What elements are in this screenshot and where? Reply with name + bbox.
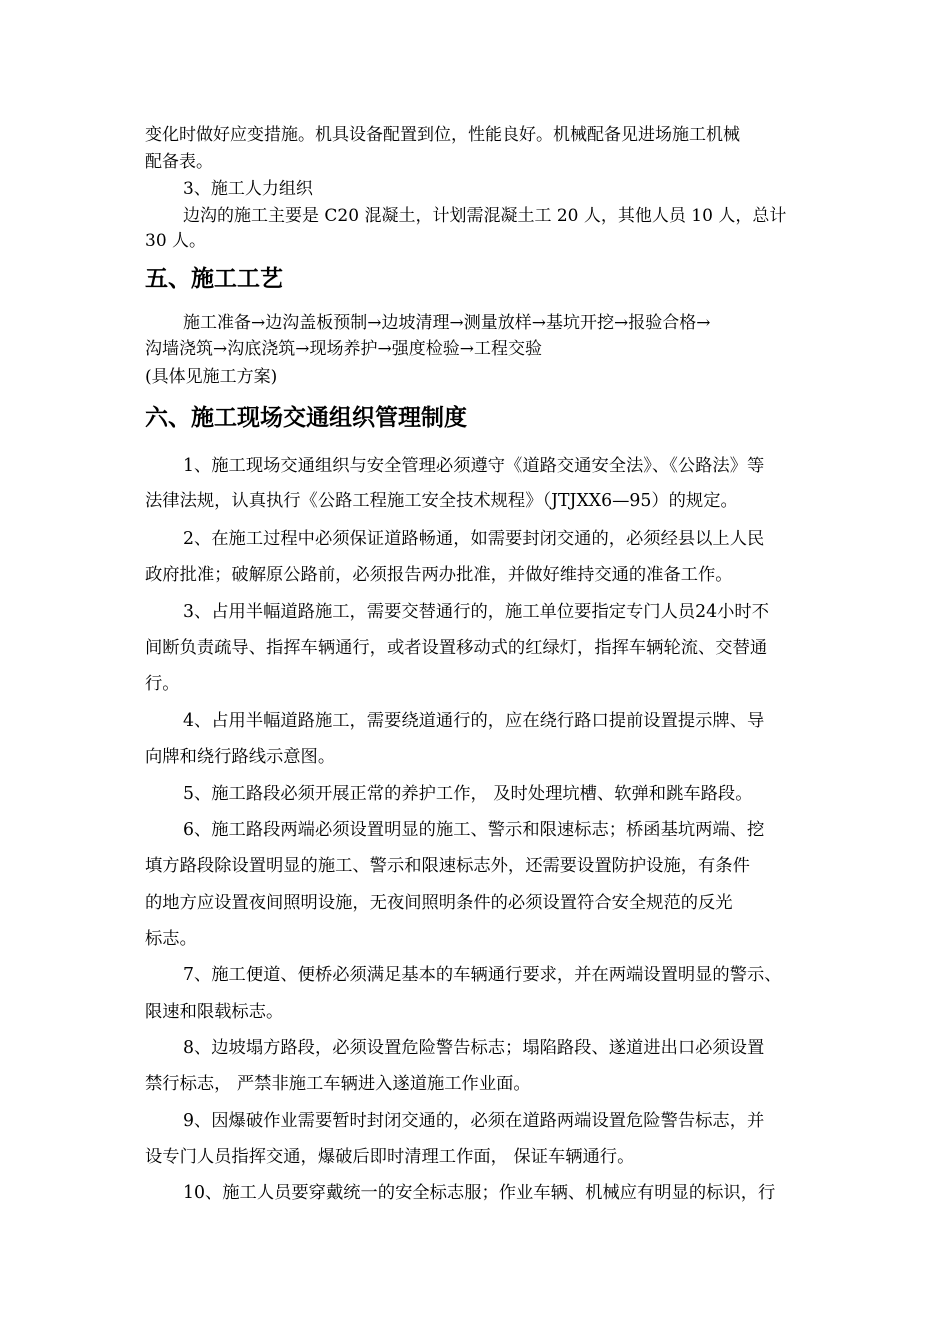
rule-line: 填方路段除设置明显的施工、警示和限速标志外，还需要设置防护设施，有条件: [145, 856, 750, 876]
rule-line: 的地方应设置夜间照明设施，无夜间照明条件的必须设置符合安全规范的反光: [145, 893, 733, 913]
rule-line: 9、因爆破作业需要暂时封闭交通的，必须在道路两端设置危险警告标志，并: [183, 1111, 765, 1131]
section-6-heading: 六、施工现场交通组织管理制度: [145, 405, 467, 431]
intro-line-3: 边沟的施工主要是 C20 混凝土，计划需混凝土工 20 人，其他人员 10 人，总计: [183, 206, 787, 226]
section-5-heading: 五、施工工艺: [145, 266, 283, 292]
rule-line: 禁行标志， 严禁非施工车辆进入遂道施工作业面。: [145, 1074, 531, 1094]
sub-heading-manpower: 3、施工人力组织: [183, 179, 313, 199]
rule-line: 1、施工现场交通组织与安全管理必须遵守《道路交通安全法》、《公路法》等: [183, 456, 765, 476]
rule-line: 限速和限载标志。: [145, 1002, 284, 1022]
section-5-line-3: (具体见施工方案): [145, 367, 278, 387]
rule-line: 标志。: [145, 929, 197, 949]
rule-line: 法律法规，认真执行《公路工程施工安全技术规程》（JTJXX6—95）的规定。: [145, 491, 738, 511]
rule-line: 4、占用半幅道路施工，需要绕道通行的，应在绕行路口提前设置提示牌、导: [183, 711, 765, 731]
rule-line: 3、占用半幅道路施工，需要交替通行的，施工单位要指定专门人员24小时不: [183, 602, 769, 622]
intro-line-1: 变化时做好应变措施。机具设备配置到位，性能良好。机械配备见进场施工机械: [145, 125, 740, 145]
rule-line: 间断负责疏导、指挥车辆通行，或者设置移动式的红绿灯，指挥车辆轮流、交替通: [145, 638, 768, 658]
section-5-line-2: 沟墙浇筑→沟底浇筑→现场养护→强度检验→工程交验: [145, 339, 542, 359]
intro-line-4: 30 人。: [145, 231, 207, 251]
rule-line: 7、施工便道、便桥必须满足基本的车辆通行要求，并在两端设置明显的警示、: [183, 965, 782, 985]
rule-line: 6、施工路段两端必须设置明显的施工、警示和限速标志；桥函基坑两端、挖: [183, 820, 765, 840]
intro-line-2: 配备表。: [145, 152, 213, 172]
section-5-line-1: 施工准备→边沟盖板预制→边坡清理→测量放样→基坑开挖→报验合格→: [183, 313, 711, 333]
rule-line: 8、边坡塌方路段，必须设置危险警告标志；塌陷路段、遂道进出口必须设置: [183, 1038, 765, 1058]
rule-line: 行。: [145, 674, 180, 694]
rule-line: 向牌和绕行路线示意图。: [145, 747, 336, 767]
rule-line: 设专门人员指挥交通，爆破后即时清理工作面， 保证车辆通行。: [145, 1147, 635, 1167]
rule-line: 2、在施工过程中必须保证道路畅通，如需要封闭交通的，必须经县以上人民: [183, 529, 765, 549]
rule-line: 5、施工路段必须开展正常的养护工作， 及时处理坑槽、软弹和跳车路段。: [183, 784, 753, 804]
rule-line: 政府批准；破解原公路前，必须报告两办批准，并做好维持交通的准备工作。: [145, 565, 733, 585]
rule-line: 10、施工人员要穿戴统一的安全标志服；作业车辆、机械应有明显的标识，行: [183, 1183, 776, 1203]
